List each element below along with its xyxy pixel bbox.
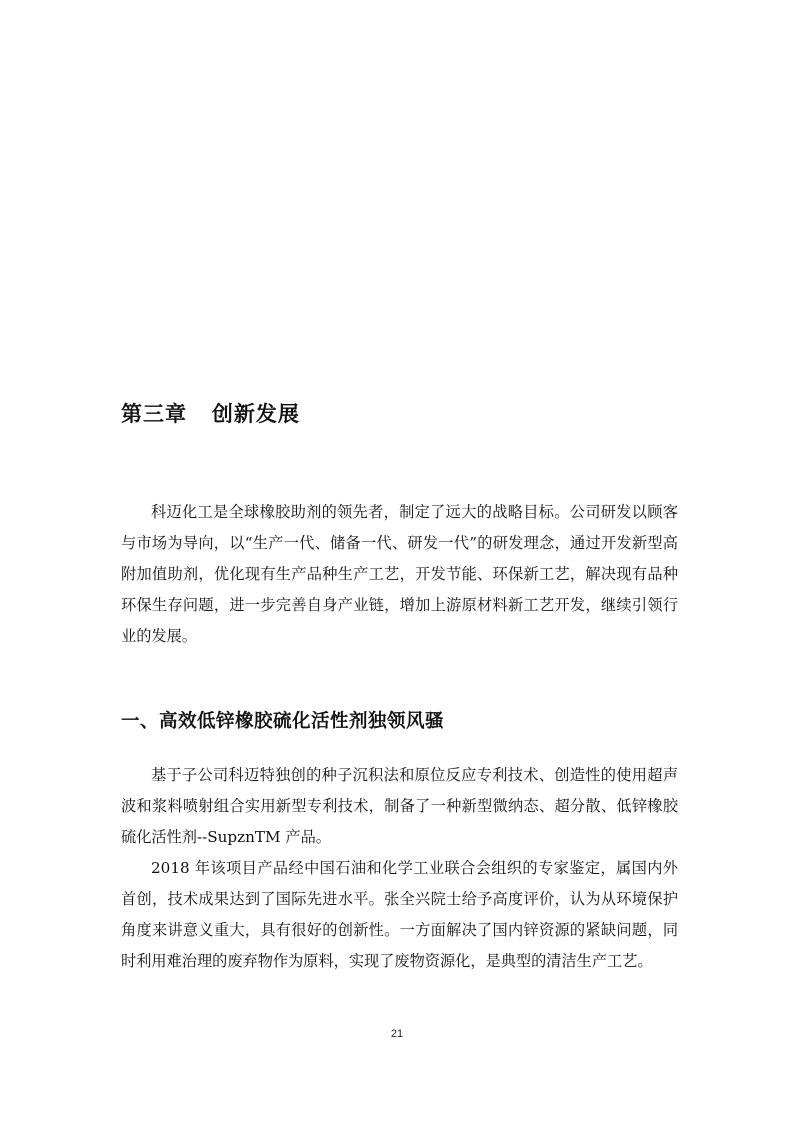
chapter-title: 第三章 创新发展 xyxy=(121,402,300,426)
intro-paragraph: 科迈化工是全球橡胶助剂的领先者，制定了远大的战略目标。公司研发以顾客与市场为导向，以“生产一代、储备一代、研发一代”的研发理念，通过开发新型高附加值助剂，优化现有生产品种生产工艺，开发节能、环保新工艺，解决现有品种环保生存问题，进一步完善自身产业链，增加上游原材料新工艺开发，继续引领行业的发展。 xyxy=(121,503,678,645)
page-number: 21 xyxy=(390,1028,404,1040)
section-paragraph-1: 基于子公司科迈特独创的种子沉积法和原位反应专利技术、创造性的使用超声波和浆料喷射组合实用新型专利技术，制备了一种新型微纳态、超分散、低锌橡胶硫化活性剂--SupznTM 产品。 xyxy=(121,766,678,846)
section-paragraph-2: 2018 年该项目产品经中国石油和化学工业联合会组织的专家鉴定，属国内外首创，技术成果达到了国际先进水平。张全兴院士给予高度评价，认为从环境保护角度来讲意义重大，具有很好的创新性。一方面解决了国内锌资源的紧缺问题，同时利用难治理的废弃物作为原料，实现了废物资源化，是典型的清洁生产工艺。 xyxy=(121,859,678,970)
section-heading: 一、高效低锌橡胶硫化活性剂独领风骚 xyxy=(121,711,445,732)
